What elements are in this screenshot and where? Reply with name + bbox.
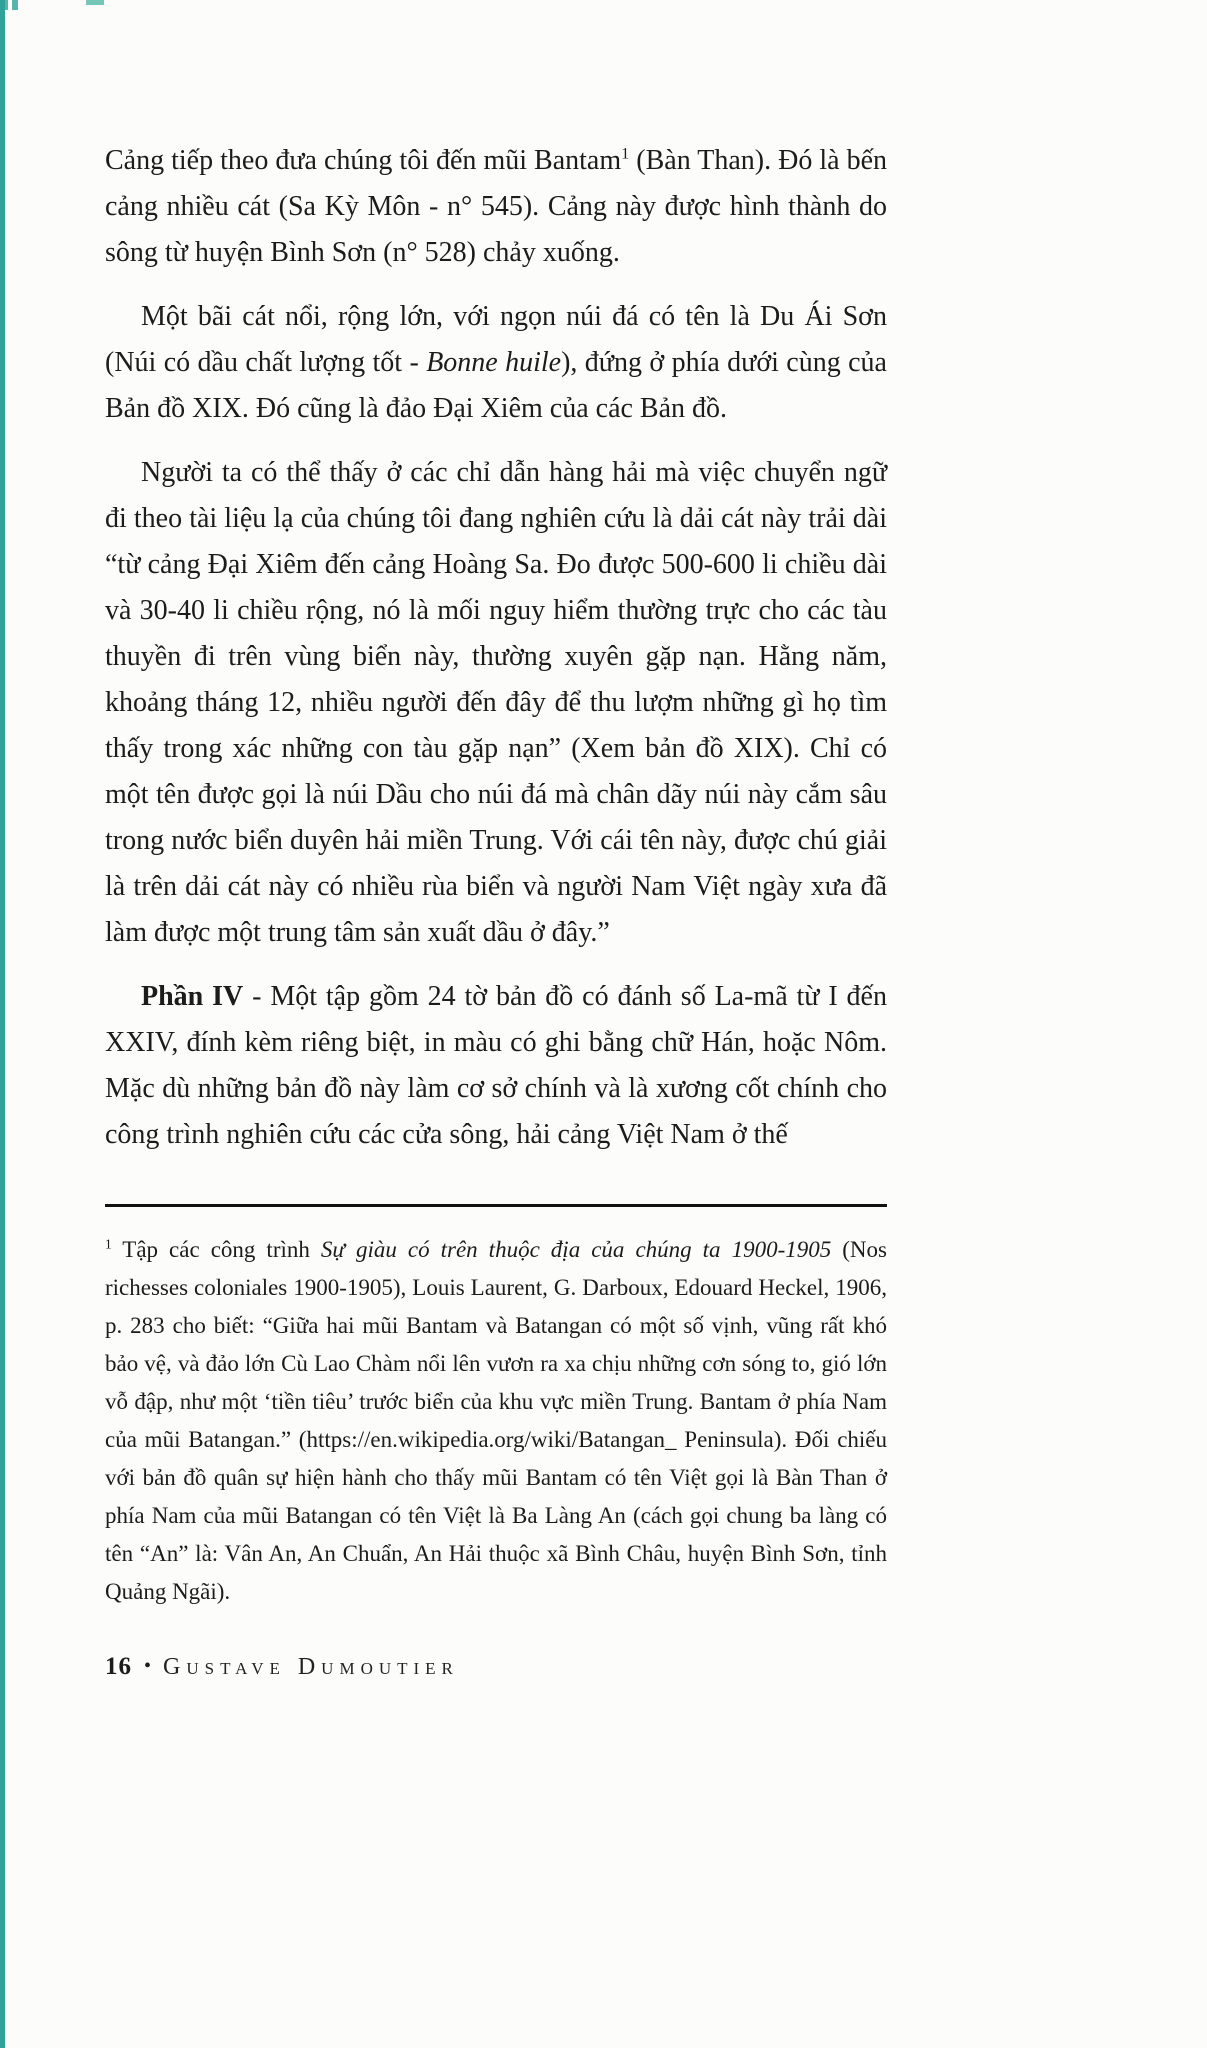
- footnote-1: [105, 1231, 887, 1611]
- paragraph-2-text-cont: ), đứng ở phía dưới cùng của Bản đồ XIX. Đó cũng là đảo Đại Xiêm của các Bản đồ.: [105, 347, 887, 424]
- paragraph-4: [105, 974, 887, 1158]
- scan-artifact-top-dash: [86, 0, 104, 5]
- paragraph-1: [105, 138, 887, 276]
- paragraph-4-text: - Một tập gồm 24 tờ bản đồ có đánh số La-mã từ I đến XXIV, đính kèm riêng biệt, in màu có ghi bằng chữ Hán, hoặc Nôm. Mặc dù những bản đồ này làm cơ sở chính và là xương cốt chính cho công trình nghiên cứu các cửa sông, hải cảng Việt Nam ở thế: [105, 981, 887, 1150]
- footnote-1-marker: 1: [105, 1236, 112, 1252]
- running-footer-author: Gustave Dumoutier: [163, 1654, 459, 1680]
- paragraph-2-italic-title: Bonne huile: [426, 347, 562, 378]
- page-edge-strip: [0, 0, 5, 2048]
- footnote-1-text: Tập các công trình: [111, 1237, 321, 1262]
- page-footer: [105, 1653, 887, 1681]
- page-number: 16: [105, 1653, 132, 1680]
- paragraph-2-text: Một bãi cát nổi, rộng lớn, với ngọn núi đá có tên là Du Ái Sơn (Núi có dầu chất lượng tốt -: [105, 301, 887, 378]
- paragraph-3-text: Người ta có thể thấy ở các chỉ dẫn hàng hải mà việc chuyển ngữ đi theo tài liệu lạ của chúng tôi đang nghiên cứu là dải cát này trải dài “từ cảng Đại Xiêm đến cảng Hoàng Sa. Đo được 500-600 li chiều dài và 30-40 li chiều rộng, nó là mối nguy hiểm thường trực cho các tàu thuyền đi trên vùng biển này, thường xuyên gặp nạn. Hằng năm, khoảng tháng 12, nhiều người đến đây để thu lượm những gì họ tìm thấy trong xác những con tàu gặp nạn” (Xem bản đồ XIX). Chỉ có một tên được gọi là núi Dầu cho núi đá mà chân dãy núi này cắm sâu trong nước biển duyên hải miền Trung. Với cái tên này, được chú giải là trên dải cát này có nhiều rùa biển và người Nam Việt ngày xưa đã làm được một trung tâm sản xuất dầu ở đây.”: [105, 457, 887, 948]
- page-content: [105, 138, 887, 1681]
- paragraph-3: [105, 450, 887, 956]
- footer-bullet-separator: •: [144, 1655, 152, 1677]
- scan-artifact-top-left: [0, 0, 26, 10]
- paragraph-1-text-cont: (Bàn Than). Đó là bến cảng nhiều cát (Sa Kỳ Môn - n° 545). Cảng này được hình thành do sông từ huyện Bình Sơn (n° 528) chảy xuống.: [105, 145, 888, 268]
- footnote-1-italic-title: Sự giàu có trên thuộc địa của chúng ta 1900-1905: [320, 1237, 832, 1262]
- paragraph-4-section-label: Phần IV: [141, 981, 244, 1012]
- footnote-reference-1: 1: [621, 144, 630, 163]
- footnote-1-text-cont: (Nos richesses coloniales 1900-1905), Louis Laurent, G. Darboux, Edouard Heckel, 1906, p. 283 cho biết: “Giữa hai mũi Bantam và Batangan có một số vịnh, vũng rất khó bảo vệ, và đảo lớn Cù Lao Chàm nổi lên vươn ra xa chịu những cơn sóng to, gió lớn vỗ đập, như một ‘tiền tiêu’ trước biển của khu vực miền Trung. Bantam ở phía Nam của mũi Batangan.” (https://en.wikipedia.org/wiki/Batangan_ Peninsula). Đối chiếu với bản đồ quân sự hiện hành cho thấy mũi Bantam có tên Việt gọi là Bàn Than ở phía Nam của mũi Batangan có tên Việt là Ba Làng An (cách gọi chung ba làng có tên “An” là: Vân An, An Chuẩn, An Hải thuộc xã Bình Châu, huyện Bình Sơn, tỉnh Quảng Ngãi).: [105, 1237, 887, 1604]
- paragraph-2: [105, 294, 887, 432]
- footnote-separator-rule: [105, 1204, 887, 1207]
- paragraph-1-text: Cảng tiếp theo đưa chúng tôi đến mũi Bantam: [105, 145, 622, 176]
